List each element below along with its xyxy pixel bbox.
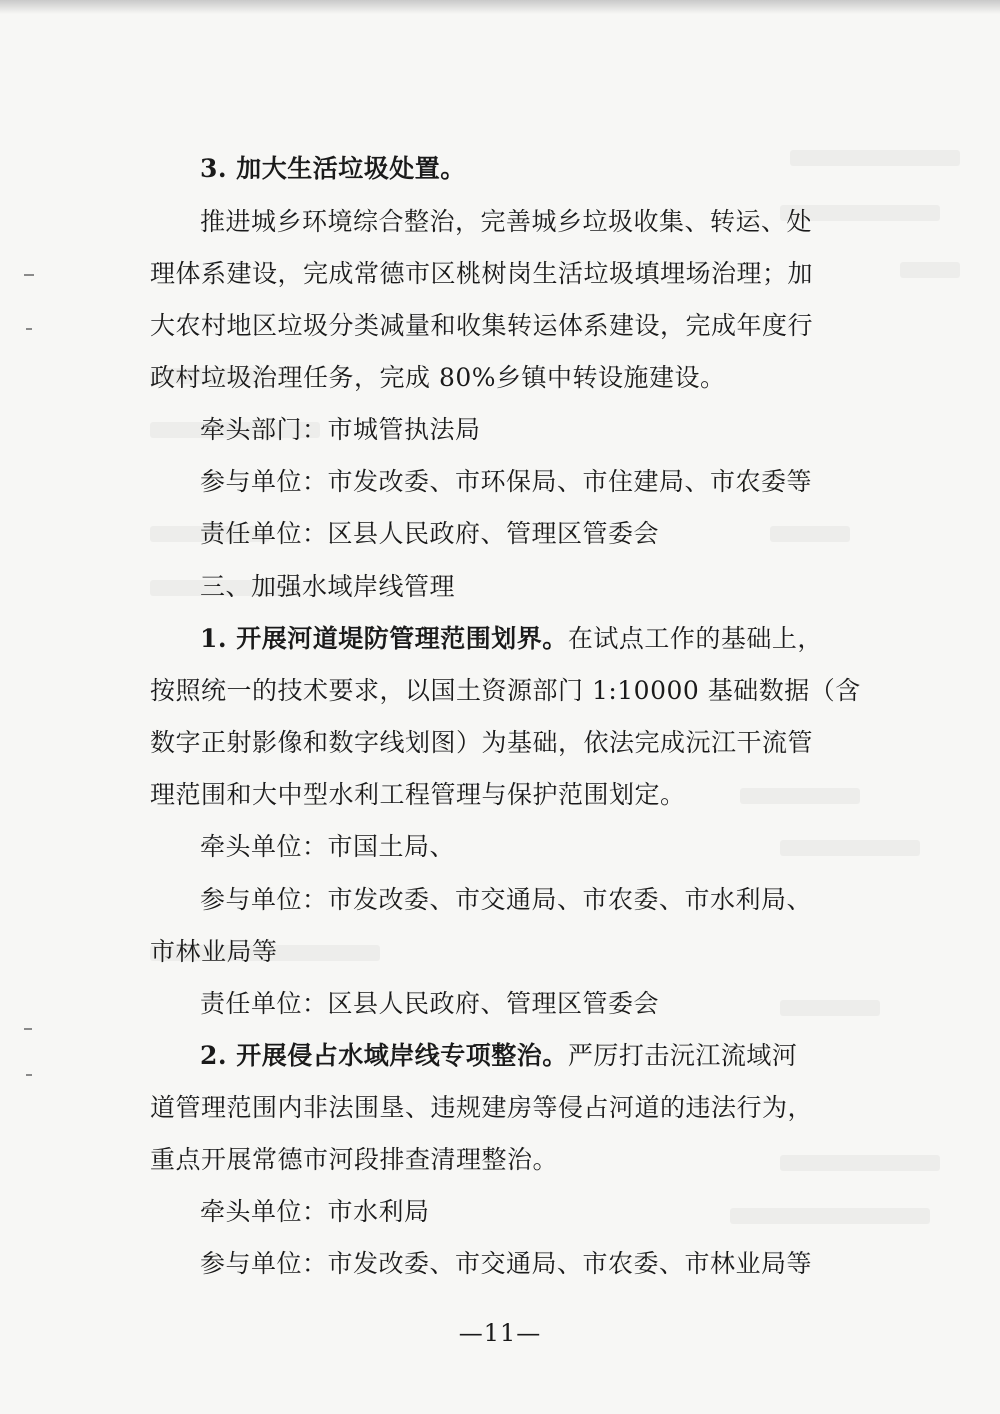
item-2-title-rest: 严厉打击沅江流域河 bbox=[567, 1041, 798, 1070]
section-3-heading: 三、加强水域岸线管理 bbox=[200, 572, 456, 601]
item-1-title-rest: 在试点工作的基础上， bbox=[567, 624, 823, 653]
participating-units-line: 参与单位：市发改委、市环保局、市住建局、市农委等 bbox=[200, 467, 813, 496]
lead-unit-line: 牵头单位：市水利局 bbox=[200, 1197, 430, 1226]
paragraph-line: 政村垃圾治理任务，完成 80%乡镇中转设施建设。 bbox=[150, 363, 726, 392]
scan-mark-2 bbox=[26, 328, 32, 330]
item-2-heading bbox=[200, 1039, 797, 1073]
item-2-title: 2. 开展侵占水域岸线专项整治。 bbox=[200, 1041, 568, 1070]
paragraph-line: 数字正射影像和数字线划图）为基础，依法完成沅江干流管 bbox=[150, 728, 814, 757]
scan-mark-4 bbox=[26, 1074, 32, 1076]
lead-dept-line: 牵头部门：市城管执法局 bbox=[200, 415, 481, 444]
item-3-title: 3. 加大生活垃圾处置。 bbox=[200, 154, 466, 183]
scan-mark-1 bbox=[24, 274, 34, 276]
participating-units-line: 参与单位：市发改委、市交通局、市农委、市水利局、 bbox=[200, 885, 813, 914]
item-1-title: 1. 开展河道堤防管理范围划界。 bbox=[200, 624, 568, 653]
responsible-units-line: 责任单位：区县人民政府、管理区管委会 bbox=[200, 989, 660, 1018]
paragraph-line: 推进城乡环境综合整治，完善城乡垃圾收集、转运、处 bbox=[200, 207, 813, 236]
page-number: —11— bbox=[458, 1319, 542, 1347]
paragraph-line: 重点开展常德市河段排查清理整治。 bbox=[150, 1145, 559, 1174]
participating-units-line: 参与单位：市发改委、市交通局、市农委、市林业局等 bbox=[200, 1249, 813, 1278]
scan-mark-3 bbox=[24, 1028, 32, 1030]
paragraph-line: 大农村地区垃圾分类减量和收集转运体系建设，完成年度行 bbox=[150, 311, 814, 340]
paragraph-line: 理范围和大中型水利工程管理与保护范围划定。 bbox=[150, 780, 686, 809]
item-1-heading bbox=[200, 622, 823, 656]
paragraph-line: 市林业局等 bbox=[150, 937, 278, 966]
paragraph-line: 理体系建设，完成常德市区桃树岗生活垃圾填埋场治理；加 bbox=[150, 259, 814, 288]
paragraph-line: 道管理范围内非法围垦、违规建房等侵占河道的违法行为， bbox=[150, 1093, 814, 1122]
item-3-heading bbox=[200, 152, 466, 186]
lead-unit-line: 牵头单位：市国土局、 bbox=[200, 832, 456, 861]
paragraph-line: 按照统一的技术要求，以国土资源部门 1:10000 基础数据（含 bbox=[150, 676, 861, 705]
responsible-units-line: 责任单位：区县人民政府、管理区管委会 bbox=[200, 519, 660, 548]
